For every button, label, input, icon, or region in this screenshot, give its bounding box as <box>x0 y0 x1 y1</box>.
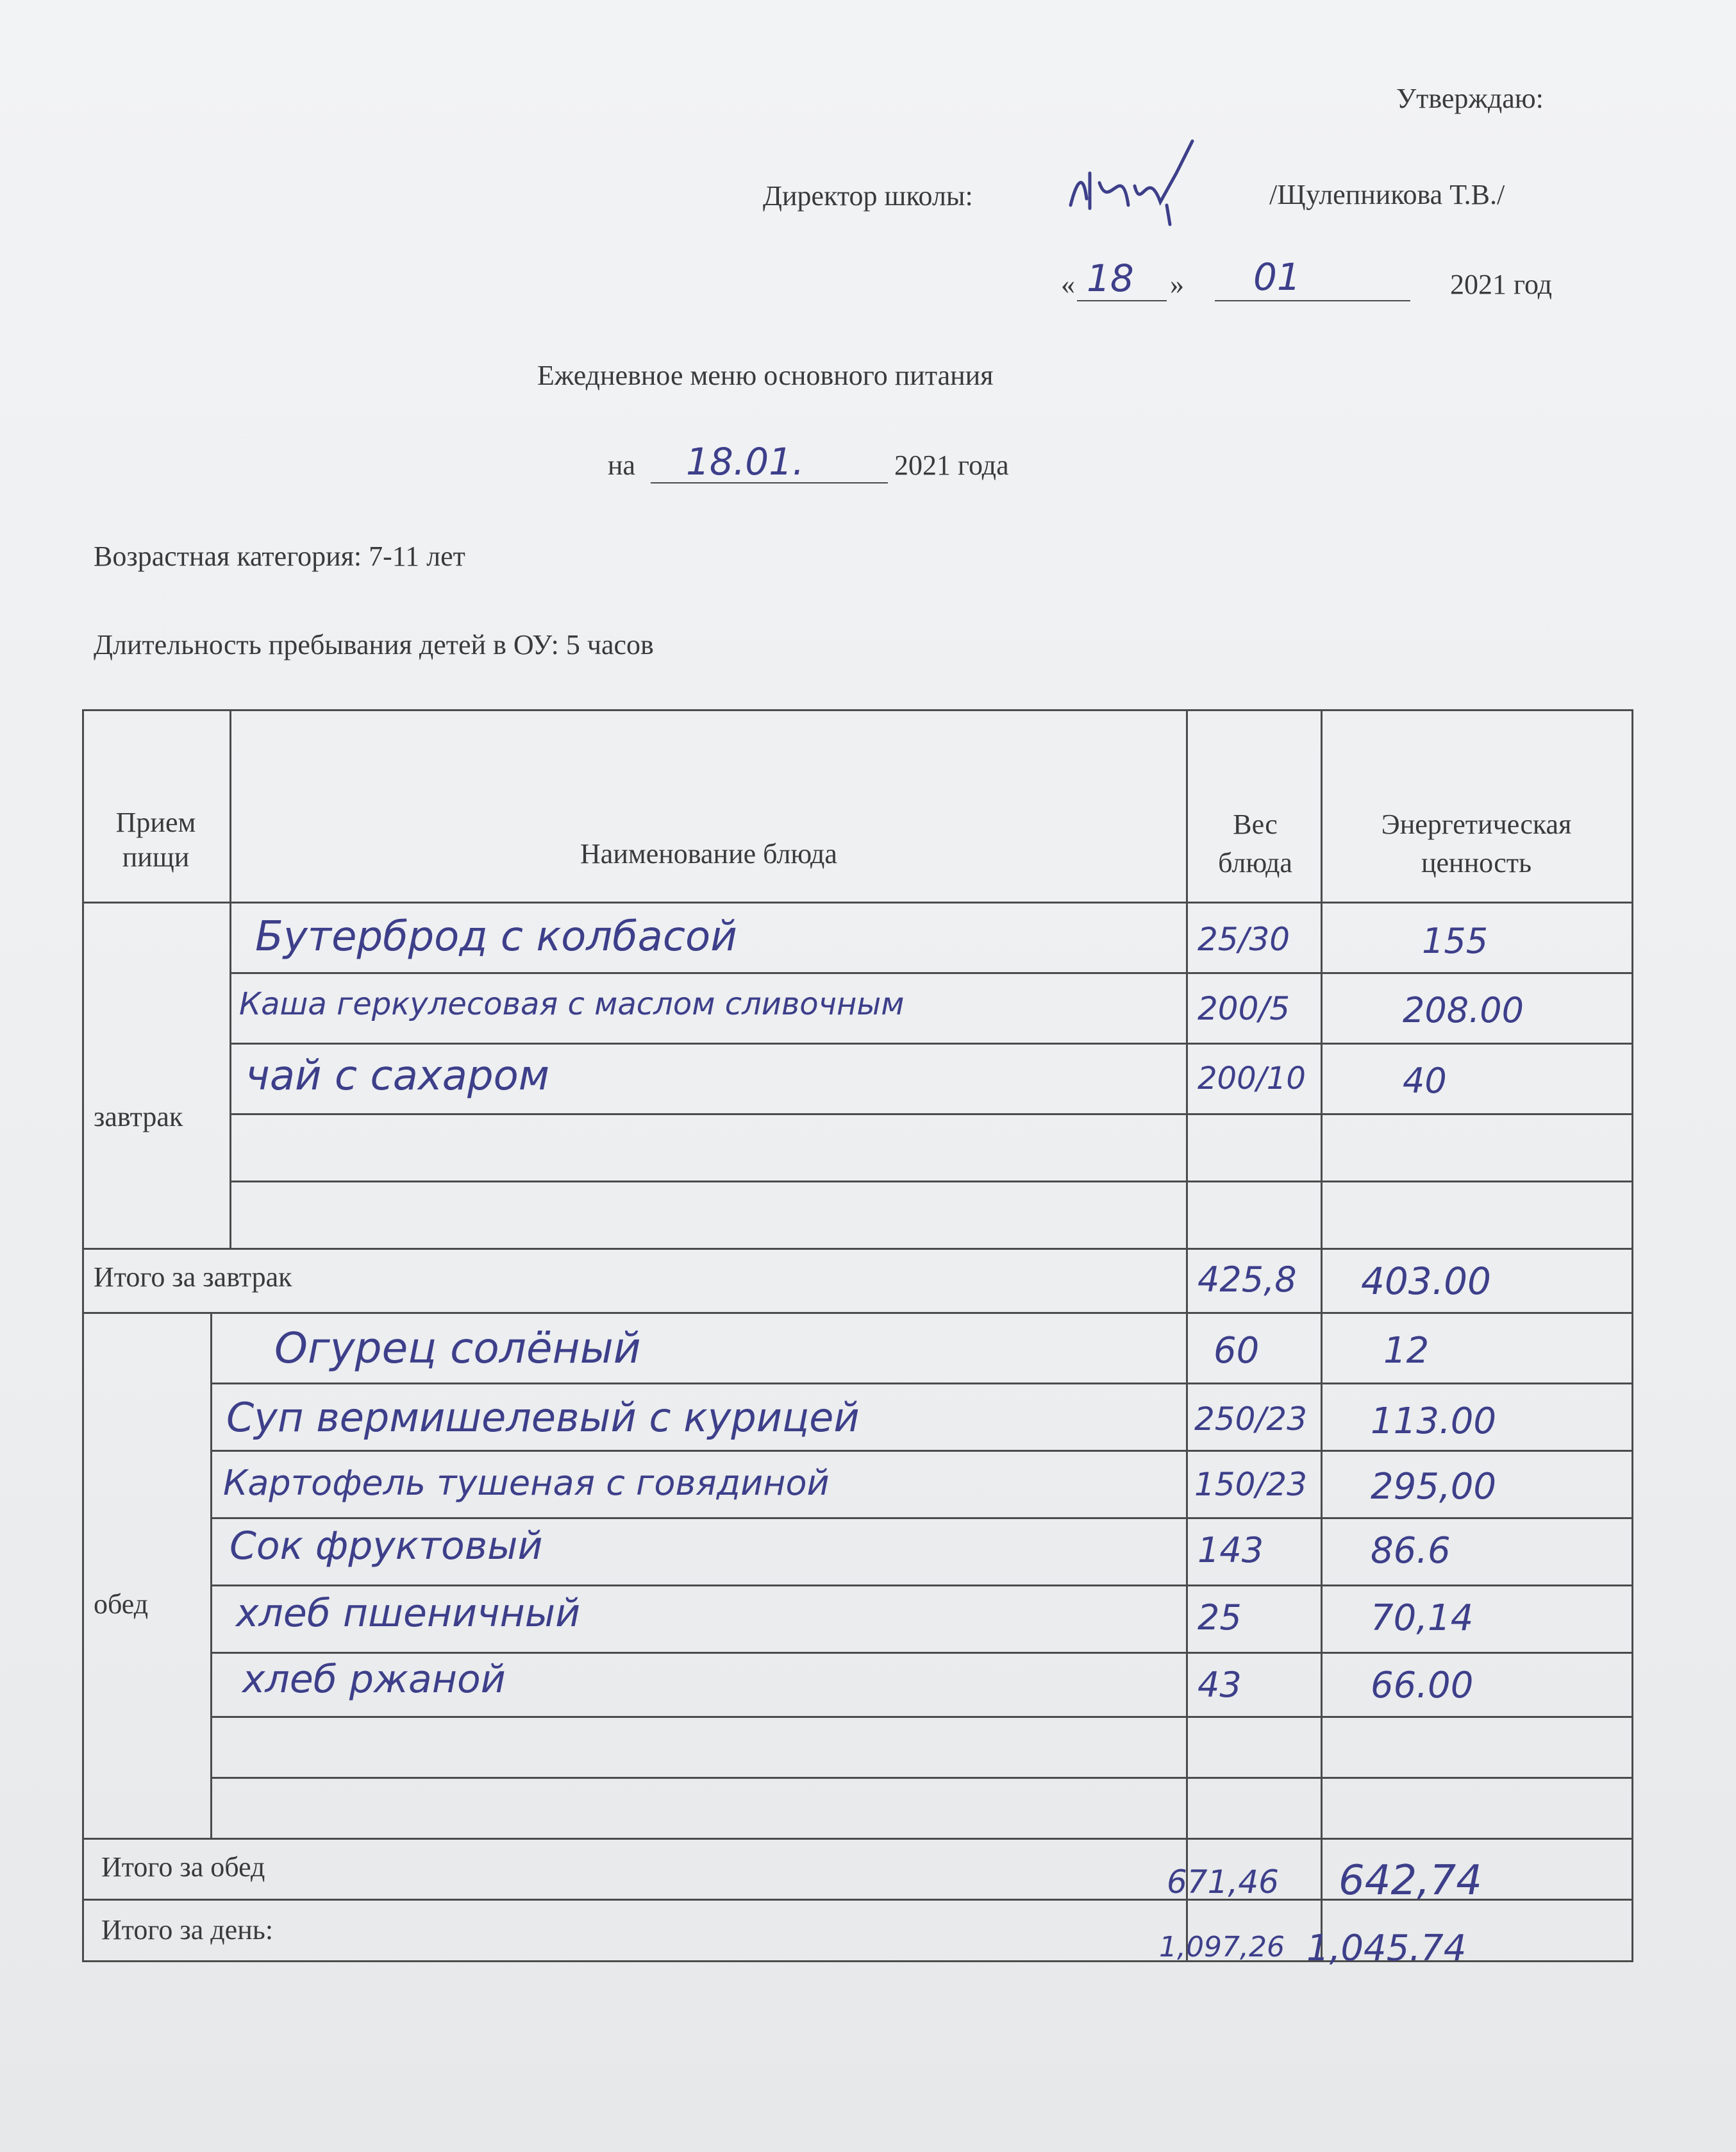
title-suffix: 2021 года <box>894 450 1009 481</box>
lunch-energy-6: 66.00 <box>1371 1665 1474 1706</box>
date-day-line <box>1077 300 1167 301</box>
age-category: Возрастная категория: 7-11 лет <box>94 541 465 572</box>
lunch-dish-2: Суп вермишелевый с курицей <box>226 1394 860 1441</box>
day-total-weight: 1,097,26 <box>1159 1931 1285 1963</box>
breakfast-label: завтрак <box>94 1101 183 1132</box>
date-day: 18 <box>1087 256 1134 300</box>
breakfast-dish-1: Бутерброд с колбасой <box>255 913 737 961</box>
lunch-label: обед <box>94 1588 149 1620</box>
date-month-line <box>1215 300 1410 301</box>
breakfast-energy-2: 208.00 <box>1403 990 1524 1030</box>
title-date: 18.01. <box>686 440 805 483</box>
date-month: 01 <box>1253 255 1301 299</box>
breakfast-dish-2: Каша геркулесовая с маслом сливочным <box>239 986 905 1022</box>
lunch-energy-2: 113.00 <box>1371 1400 1496 1442</box>
breakfast-dish-3: чай с сахаром <box>246 1052 550 1100</box>
breakfast-weight-1: 25/30 <box>1198 921 1290 958</box>
day-total-energy: 1,045.74 <box>1306 1928 1467 1969</box>
breakfast-total-label: Итого за завтрак <box>94 1261 292 1293</box>
lunch-dish-6: хлеб ржаной <box>242 1657 506 1702</box>
lunch-dish-3: Картофель тушеная с говядиной <box>223 1463 830 1503</box>
header-weight: Вес блюда <box>1218 809 1292 878</box>
lunch-total-label: Итого за обед <box>101 1851 265 1883</box>
breakfast-energy-1: 155 <box>1422 921 1489 961</box>
breakfast-weight-2: 200/5 <box>1198 990 1290 1027</box>
breakfast-weight-3: 200/10 <box>1198 1061 1306 1097</box>
date-close-quote: » <box>1170 269 1184 300</box>
header-energy: Энергетическая ценность <box>1381 809 1572 878</box>
lunch-dish-5: хлеб пшеничный <box>236 1591 581 1636</box>
date-year: 2021 год <box>1450 269 1553 300</box>
lunch-energy-4: 86.6 <box>1371 1530 1451 1572</box>
title-prefix: на <box>608 450 636 481</box>
lunch-weight-3: 150/23 <box>1194 1466 1307 1503</box>
director-name: /Щулепникова Т.В./ <box>1269 179 1505 210</box>
lunch-dish-1: Огурец солёный <box>274 1324 641 1373</box>
lunch-total-energy: 642,74 <box>1339 1857 1482 1904</box>
approve-label: Утверждаю: <box>1396 83 1544 114</box>
lunch-total-weight: 671,46 <box>1167 1863 1279 1901</box>
director-signature <box>1064 135 1218 231</box>
header-meal: Прием пищи <box>115 807 196 873</box>
day-total-label: Итого за день: <box>101 1914 274 1946</box>
menu-title: Ежедневное меню основного питания <box>537 360 994 391</box>
breakfast-total-energy: 403.00 <box>1361 1259 1491 1303</box>
lunch-weight-1: 60 <box>1214 1330 1260 1372</box>
lunch-weight-6: 43 <box>1198 1665 1242 1705</box>
lunch-energy-3: 295,00 <box>1371 1466 1496 1508</box>
header-dish: Наименование блюда <box>580 838 837 870</box>
stay-duration: Длительность пребывания детей в ОУ: 5 часов <box>94 629 654 660</box>
lunch-dish-4: Сок фруктовый <box>230 1524 543 1568</box>
breakfast-energy-3: 40 <box>1403 1061 1447 1101</box>
lunch-weight-5: 25 <box>1198 1597 1242 1638</box>
director-label: Директор школы: <box>763 180 973 212</box>
lunch-energy-5: 70,14 <box>1371 1597 1474 1639</box>
lunch-weight-4: 143 <box>1198 1530 1264 1570</box>
date-open-quote: « <box>1061 269 1075 300</box>
breakfast-total-weight: 425,8 <box>1198 1259 1297 1300</box>
menu-table <box>82 709 1633 1969</box>
lunch-energy-1: 12 <box>1383 1330 1430 1372</box>
lunch-weight-2: 250/23 <box>1194 1400 1307 1438</box>
